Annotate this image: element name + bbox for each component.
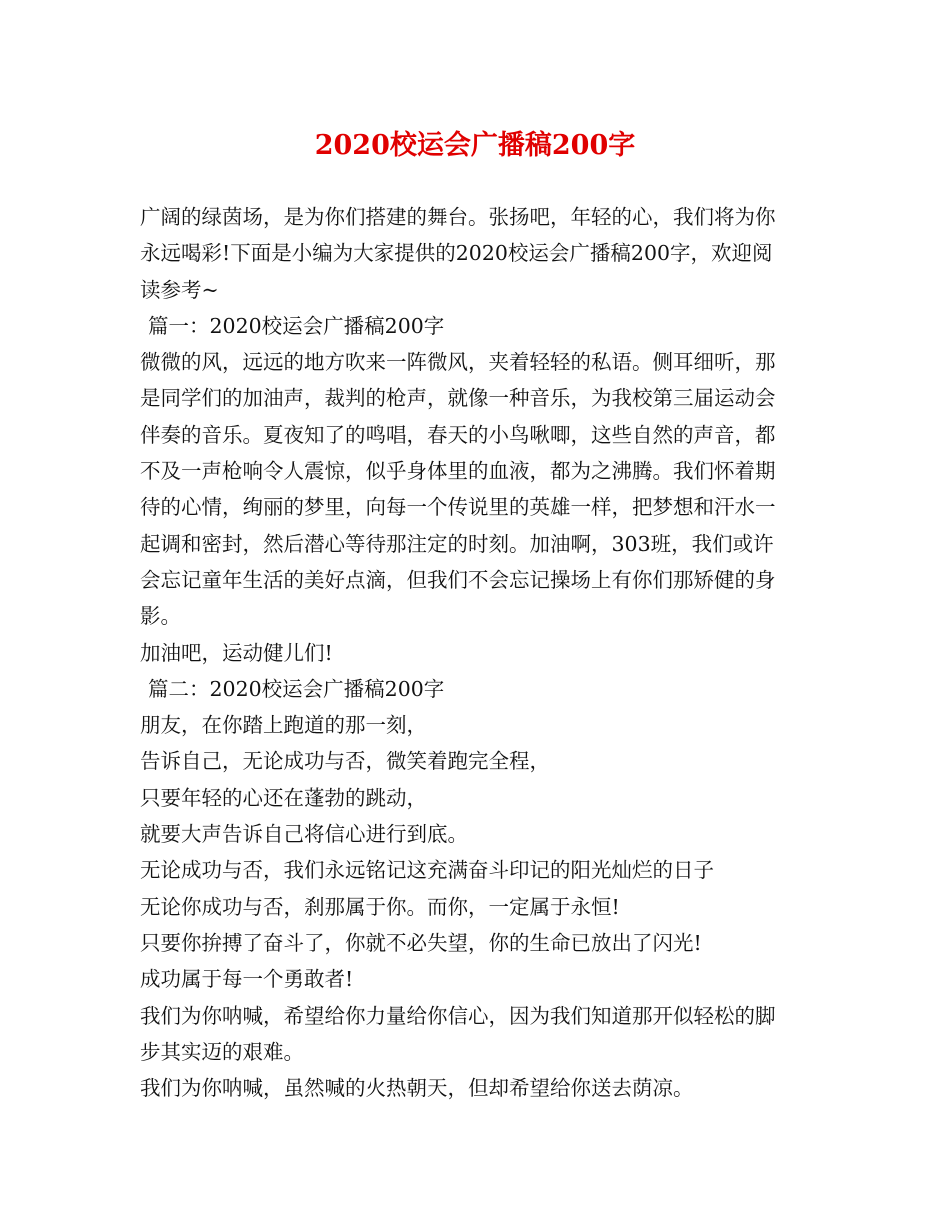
body-line: 是同学们的加油声，裁判的枪声，就像一种音乐，为我校第三届运动会: [140, 386, 776, 411]
body-line: 我们为你呐喊，虽然喊的火热朝天，但却希望给你送去荫凉。: [140, 1076, 694, 1101]
body-line: 微微的风，远远的地方吹来一阵微风，夹着轻轻的私语。侧耳细听，那: [140, 350, 776, 375]
body-line: 无论你成功与否，刹那属于你。而你，一定属于永恒!: [140, 894, 620, 919]
body-line: 告诉自己，无论成功与否，微笑着跑完全程，: [140, 749, 550, 774]
body-line: 就要大声告诉自己将信心进行到底。: [140, 822, 468, 847]
body-line: 加油吧，运动健儿们!: [140, 640, 333, 665]
body-line: 我们为你呐喊，希望给你力量给你信心，因为我们知道那开似轻松的脚: [140, 1003, 776, 1028]
body-line: 起调和密封，然后潜心等待那注定的时刻。加油啊，303班，我们或许: [140, 531, 774, 556]
body-line: 待的心情，绚丽的梦里，向每一个传说里的英雄一样，把梦想和汗水一: [140, 495, 776, 520]
body-line: 永远喝彩!下面是小编为大家提供的2020校运会广播稿200字，欢迎阅: [140, 241, 773, 266]
body-line: 只要年轻的心还在蓬勃的跳动，: [140, 785, 427, 810]
section-heading-1: 篇一：2020校运会广播稿200字: [148, 313, 445, 338]
body-line: 步其实迈的艰难。: [140, 1039, 304, 1064]
body-line: 读参考~: [140, 277, 219, 302]
body-line: 只要你拚搏了奋斗了，你就不必失望，你的生命已放出了闪光!: [140, 930, 702, 955]
body-line: 广阔的绿茵场，是为你们搭建的舞台。张扬吧，年轻的心，我们将为你: [140, 205, 776, 229]
body-line: 不及一声枪响令人震惊，似乎身体里的血液，都为之沸腾。我们怀着期: [140, 459, 776, 484]
body-line: 朋友，在你踏上跑道的那一刻，: [140, 713, 427, 738]
section-heading-2: 篇二：2020校运会广播稿200字: [148, 676, 445, 701]
body-line: 成功属于每一个勇敢者!: [140, 967, 354, 992]
document-title: 2020校运会广播稿200字: [314, 130, 636, 161]
document-body: [140, 199, 820, 1106]
body-line: 会忘记童年生活的美好点滴，但我们不会忘记操场上有你们那矫健的身: [140, 567, 776, 592]
body-line: 无论成功与否，我们永远铭记这充满奋斗印记的阳光灿烂的日子: [140, 858, 714, 883]
body-line: 伴奏的音乐。夏夜知了的鸣唱，春天的小鸟啾唧，这些自然的声音，都: [140, 422, 776, 447]
body-line: 影。: [140, 604, 181, 629]
